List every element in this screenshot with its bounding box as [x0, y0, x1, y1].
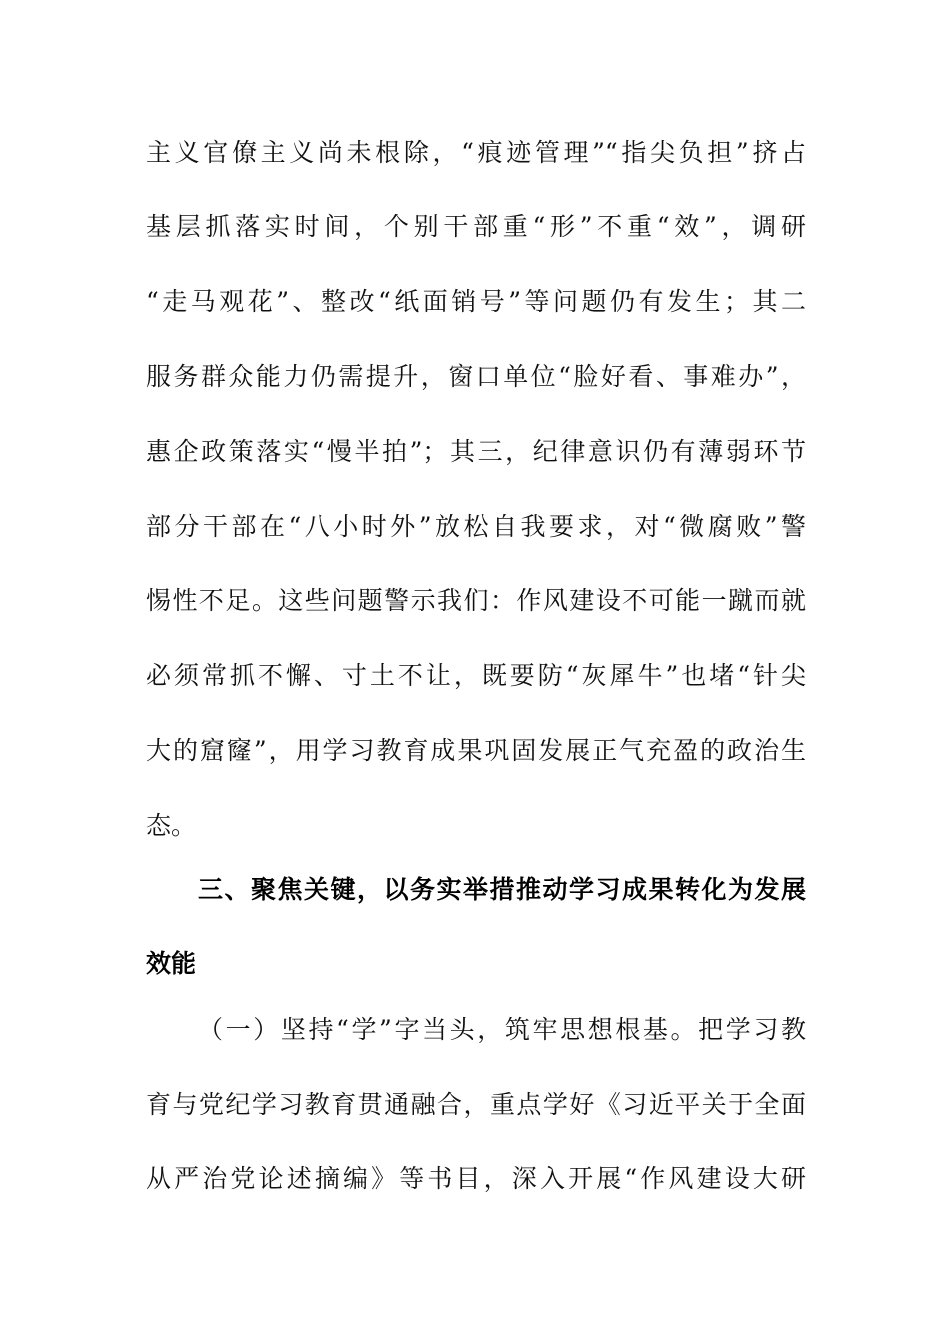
body-text-line: 基层抓落实时间，个别干部重“形”不重“效”，调研 — [146, 212, 806, 241]
body-text-line: 部分干部在“八小时外”放松自我要求，对“微腐败”警 — [146, 512, 806, 541]
body-text-line: 惕性不足。这些问题警示我们：作风建设不可能一蹴而就 — [146, 586, 806, 615]
section-heading: 三、聚焦关键，以务实举措推动学习成果转化为发展 — [198, 875, 806, 904]
body-text-line: 态。 — [146, 811, 197, 840]
body-text-line: “走马观花”、整改“纸面销号”等问题仍有发生；其二 — [146, 287, 806, 316]
section-heading-continuation: 效能 — [146, 949, 197, 978]
body-text-line: 主义官僚主义尚未根除，“痕迹管理”“指尖负担”挤占 — [146, 138, 806, 167]
body-text-line: 育与党纪学习教育贯通融合，重点学好《习近平关于全面 — [146, 1090, 806, 1119]
body-text-line: 大的窟窿”，用学习教育成果巩固发展正气充盈的政治生 — [146, 736, 806, 765]
paragraph-first-line: （一）坚持“学”字当头，筑牢思想根基。把学习教 — [198, 1015, 806, 1044]
body-text-line: 从严治党论述摘编》等书目，深入开展“作风建设大研 — [146, 1164, 806, 1193]
body-text-line: 惠企政策落实“慢半拍”；其三，纪律意识仍有薄弱环节 — [146, 437, 806, 466]
body-text-line: 服务群众能力仍需提升，窗口单位“脸好看、事难办”， — [146, 362, 806, 391]
body-text-line: 必须常抓不懈、寸土不让，既要防“灰犀牛”也堵“针尖 — [146, 661, 806, 690]
